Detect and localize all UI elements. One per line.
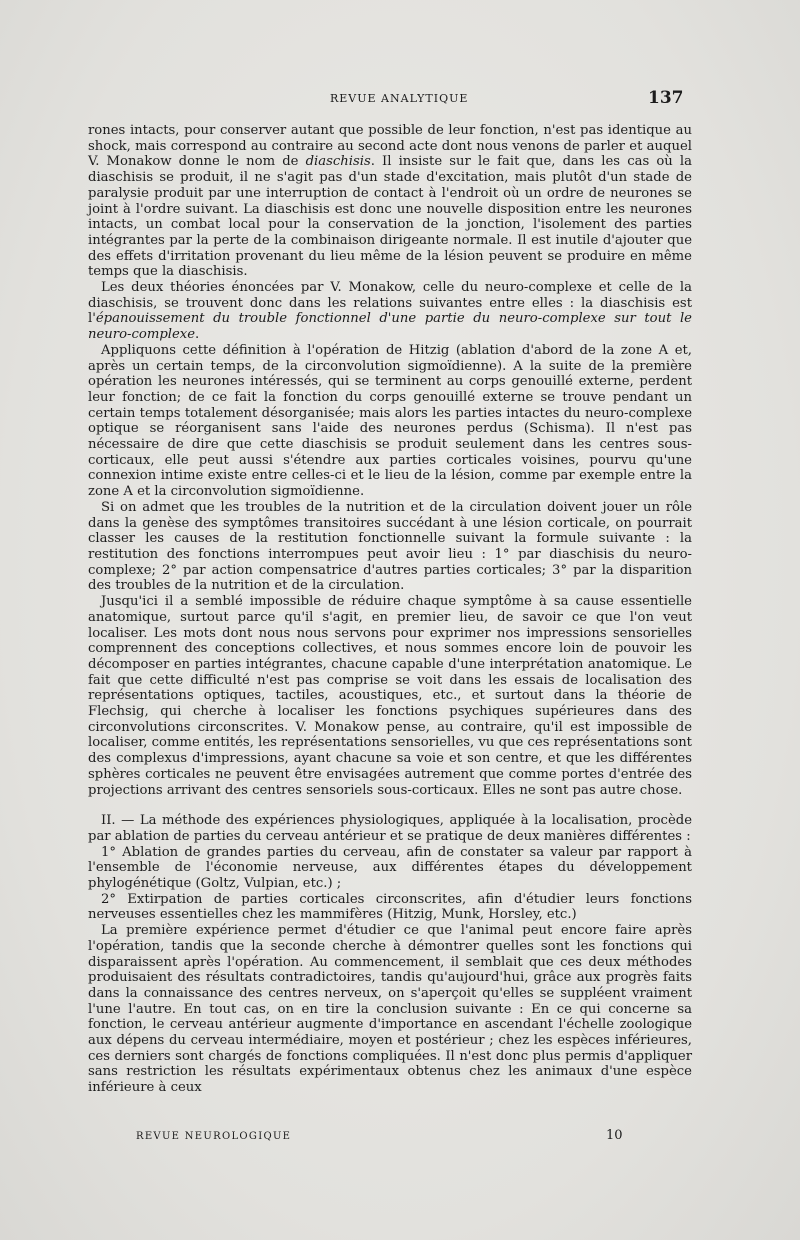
paragraph-2 bbox=[88, 280, 692, 343]
footer-journal: REVUE NEUROLOGIQUE bbox=[136, 1131, 292, 1142]
text-run: La première expérience permet d'étudier ce que l'animal peut encore faire après l'opération, tandis que la seconde cherche à démontrer quelles sont les fonctions qui disparaissent après l'opération. Au commencement, il semblait que ces deux méthodes produisaient des résultats contradictoires, tandis qu'aujourd'hui, grâce aux progrès faits dans la connaissance des centres nerveux, on s'aperçoit qu'elles se suppléent vraiment l'une l'autre. En tout cas, on en tire la conclusion suivante : En ce qui concerne sa fonction, le cerveau antérieur augmente d'importance en ascendant l'échelle zoologique aux dépens du cerveau intermédiaire, moyen et postérieur ; chez les espèces inférieures, ces derniers sont chargés de fonctions compliquées. Il n'est donc plus permis d'appliquer sans restriction les résultats expérimentaux obtenus chez les animaux d'une espèce inférieure à ceux bbox=[88, 923, 692, 1096]
section-ii-intro bbox=[88, 813, 692, 844]
term-diaschisis: diaschisis bbox=[305, 154, 371, 170]
text-run: II. — La méthode des expériences physiologiques, appliquée à la localisation, procède par ablation de parties du cerveau antérieur et se pratique de deux manières différentes : bbox=[88, 813, 692, 844]
paragraph-4 bbox=[88, 500, 692, 594]
text-run: . bbox=[195, 327, 200, 343]
footer-signature: 10 bbox=[606, 1128, 623, 1143]
paragraph-1 bbox=[88, 123, 692, 280]
text-run: Jusqu'ici il a semblé impossible de réduire chaque symptôme à sa cause essentielle anatomique, surtout parce qu'il s'agit, en premier lieu, de savoir ce que l'on veut localiser. Les mots dont nous nous servons pour exprimer nos impressions sensorielles comprennent des conceptions collectives, et nous sommes encore loin de pouvoir les décomposer en parties intégrantes, chacune capable d'une interprétation anatomique. Le fait que cette difficulté n'est pas comprise se voit dans les essais de localisation des représentations optiques, tactiles, acoustiques, etc., et surtout dans la théorie de Flechsig, qui cherche à localiser les fonctions psychiques supérieures dans des circonvolutions circonscrites. V. Monakow pense, au contraire, qu'il est impossible de localiser, comme entités, les représentations sensorielles, vu que ces représentations sont des complexus d'impressions, ayant chacune sa voie et son centre, et que les différentes sphères corticales ne peuvent être envisagées autrement que comme portes d'entrée des projections arrivant des centres sensoriels sous-corticaux. Elles ne sont pas autre chose. bbox=[88, 594, 692, 798]
definition-italic: épanouissement du trouble fonctionnel d'une partie du neuro-complexe sur tout le neuro-complexe bbox=[88, 311, 692, 343]
paragraph-9 bbox=[88, 923, 692, 1096]
text-run: Si on admet que les troubles de la nutrition et de la circulation doivent jouer un rôle dans la genèse des symptômes transitoires succédant à une lésion corticale, on pourrait classer les causes de la restitution fonctionnelle suivant la formule suivante : la restitution des fonctions interrompues peut avoir lieu : 1° par diaschisis du neuro-complexe; 2° par action compensatrice d'autres parties corticales; 3° par la disparition des troubles de la nutrition et de la circulation. bbox=[88, 499, 692, 594]
text-run: 1° Ablation de grandes parties du cerveau, afin de constater sa valeur par rapport à l'ensemble de l'économie nerveuse, aux différentes étapes du développement phylogénétique (Goltz, Vulpian, etc.) ; bbox=[88, 844, 692, 892]
text-run: . Il insiste sur le fait que, dans les cas où la diaschisis se produit, il ne s'agit pas d'un stade d'excitation, mais plutôt d'un stade de paralysie produit par une interruption de contact à l'endroit où un ordre de neurones se joint à l'ordre suivant. La diaschisis est donc une nouvelle disposition entre les neurones intacts, un combat local pour la conservation de la jonction, l'isolement des parties intégrantes par la perte de la combinaison dirigeante normale. Il est inutile d'ajouter que des effets d'irritation provenant du lieu même de la lésion peuvent se produire en même temps que la diaschisis. bbox=[88, 154, 692, 280]
body-text bbox=[88, 123, 692, 1096]
text-run: Appliquons cette définition à l'opération de Hitzig (ablation d'abord de la zone A et, après un certain temps, de la circonvolution sigmoïdienne). A la suite de la première opération les neurones intéressés, qui se terminent au corps genouillé externe, perdent leur fonction; de ce fait la fonction du corps genouillé externe se trouve pendant un certain temps totalement désorganisée; mais alors les parties intactes du neuro-complexe optique se réorganisent sans l'aide des neurones perdus (Schisma). Il n'est pas nécessaire de dire que cette diaschisis se produit seulement dans les centres sous-corticaux, elle peut aussi s'étendre aux parties corticales voisines, pourvu qu'une connexion intime existe entre celles-ci et le lieu de la lésion, comme par exemple entre la zone A et la circonvolution sigmoïdienne. bbox=[88, 342, 692, 500]
paragraph-5 bbox=[88, 594, 692, 798]
text-run: 2° Extirpation de parties corticales circonscrites, afin d'étudier leurs fonctions nerveuses essentielles chez les mammifères (Hitzig, Munk, Horsley, etc.) bbox=[88, 891, 692, 923]
paragraph-3 bbox=[88, 343, 692, 500]
text-run: Les deux théories énoncées par V. Monakow, celle du neuro-complexe et celle de la diaschisis, se trouvent donc dans les relations suivantes entre elles : la diaschisis est l' bbox=[88, 280, 692, 327]
list-item-1 bbox=[88, 845, 692, 892]
text-run: rones intacts, pour conserver autant que possible de leur fonction, n'est pas identique au shock, mais correspond au contraire au second acte dont nous venons de parler et auquel V. Monakow donne le nom de bbox=[88, 123, 692, 170]
list-item-2 bbox=[88, 892, 692, 923]
running-head: REVUE ANALYTIQUE bbox=[330, 92, 469, 105]
page-number: 137 bbox=[648, 88, 684, 108]
